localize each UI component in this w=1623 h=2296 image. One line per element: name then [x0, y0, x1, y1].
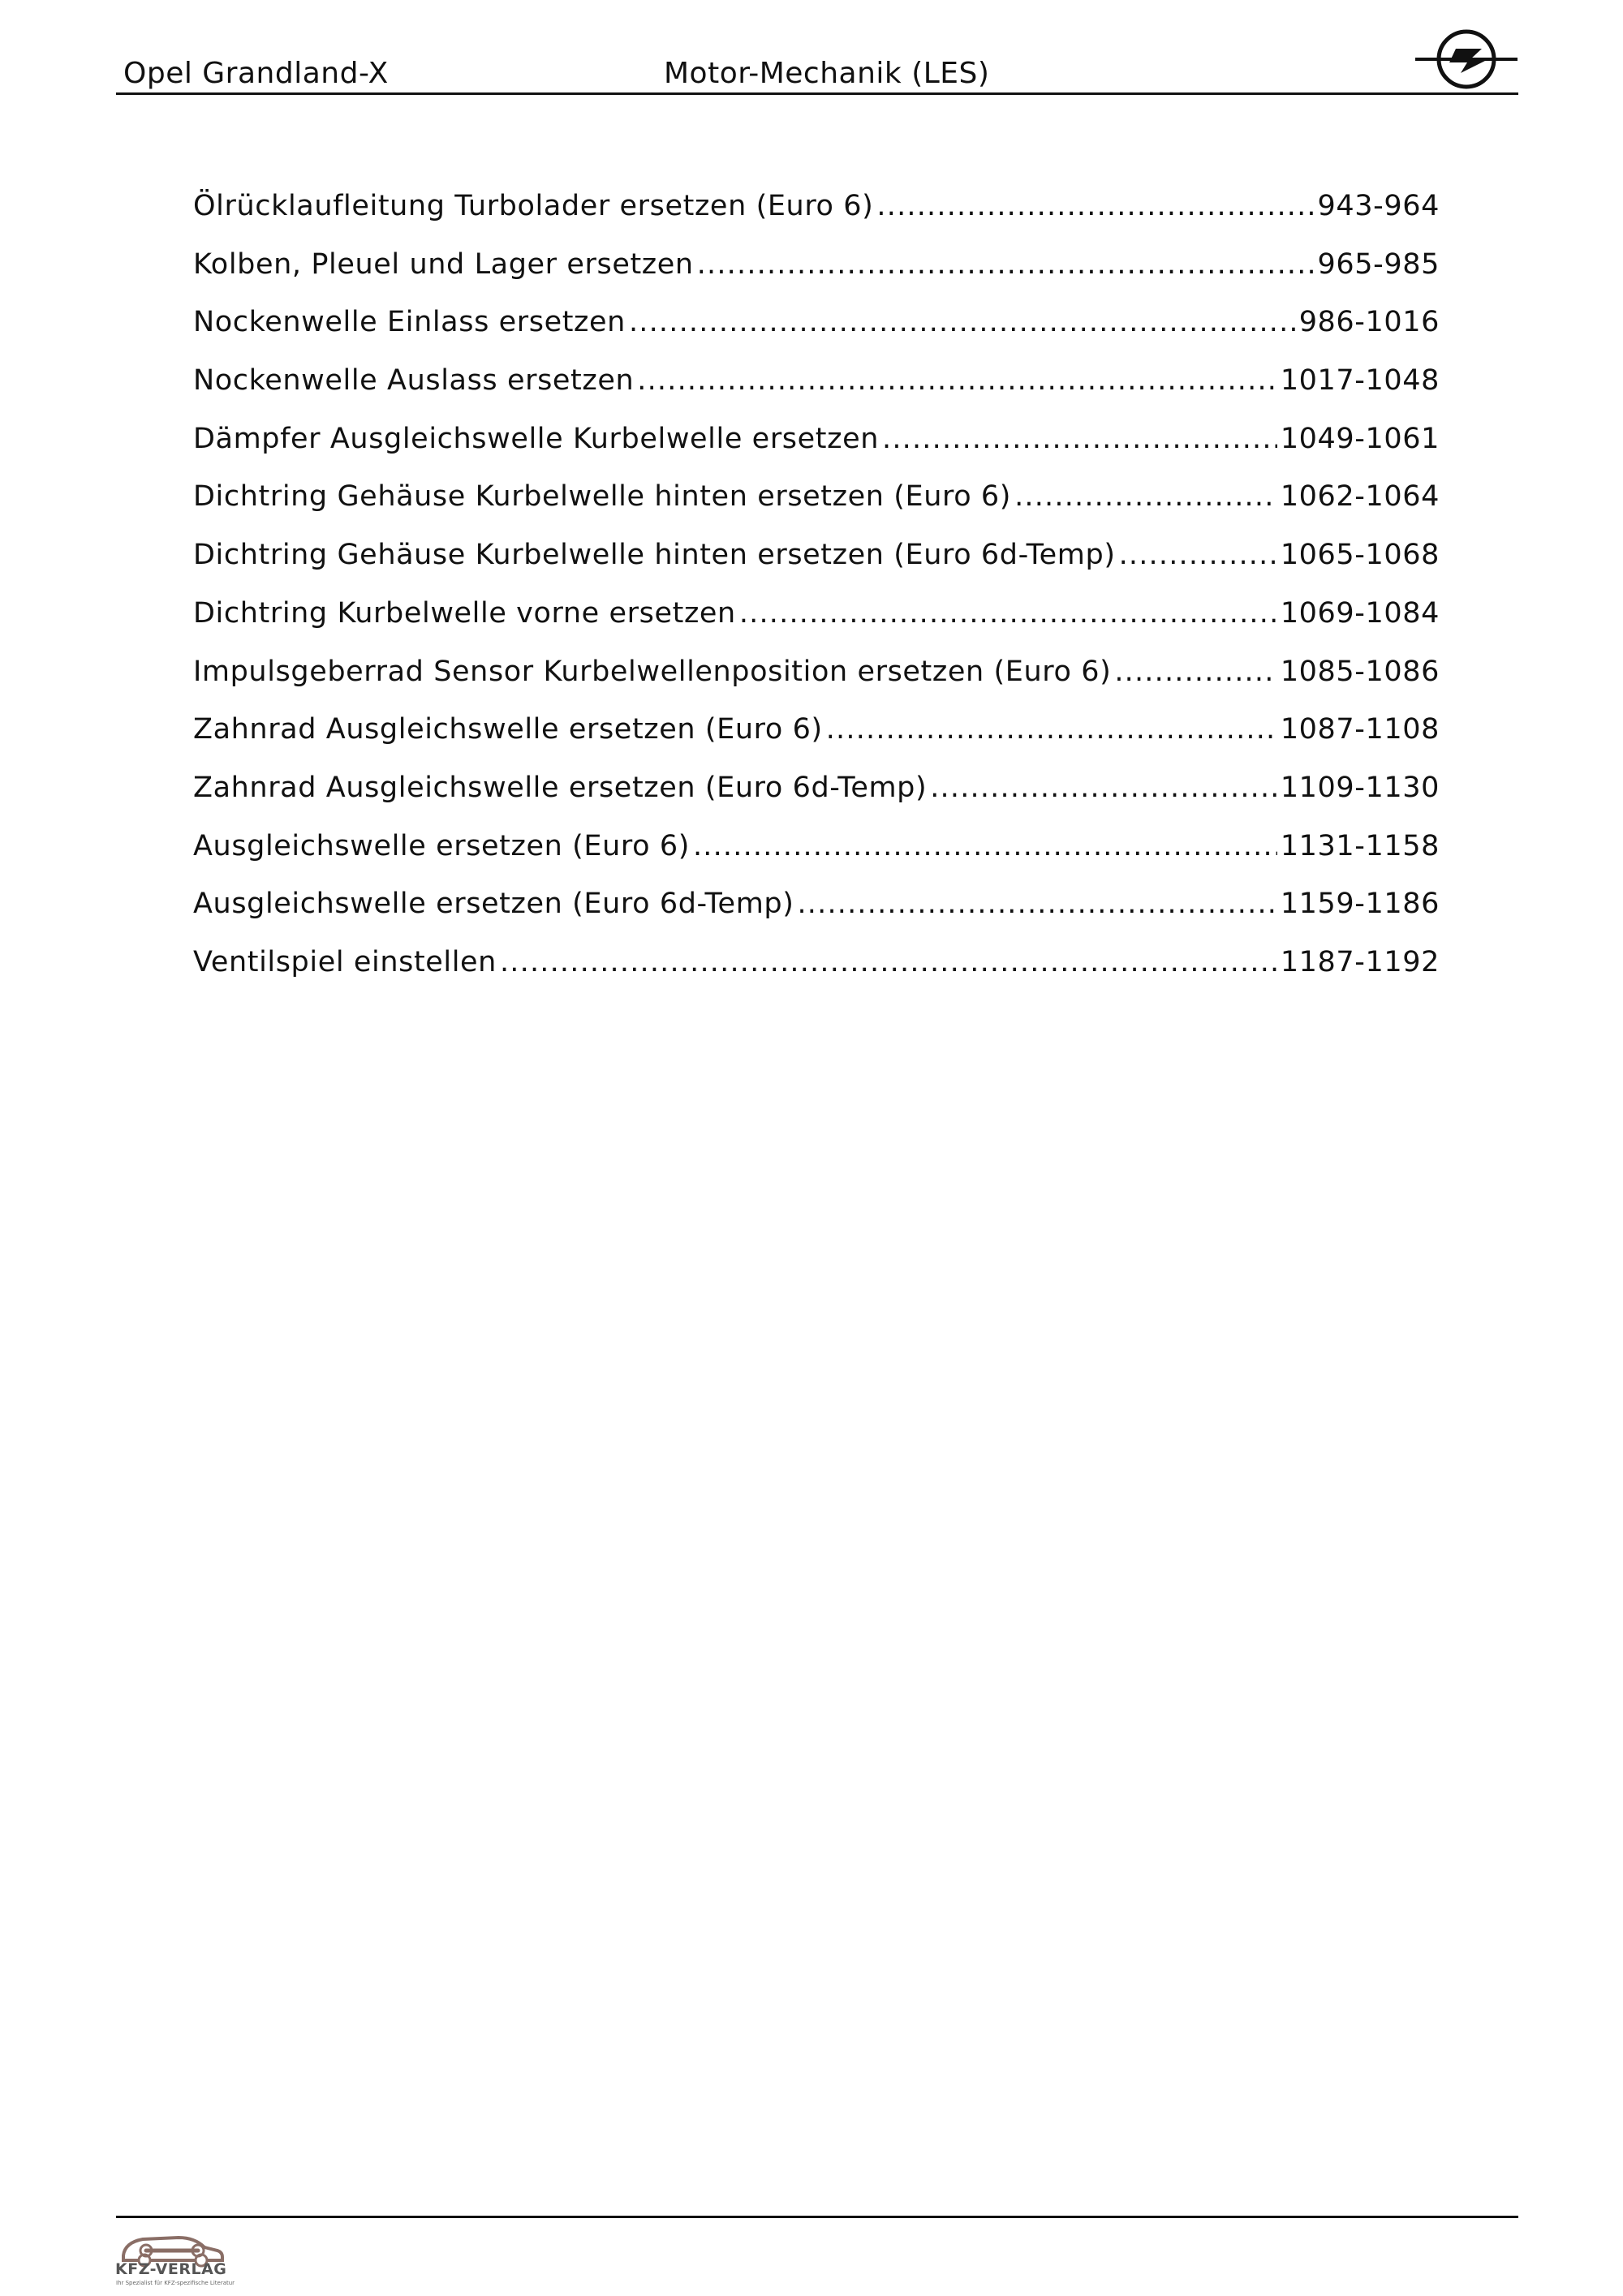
toc-dot-leader [1119, 539, 1277, 571]
toc-dot-leader [629, 306, 1296, 338]
toc-entry [193, 248, 1440, 307]
kfz-verlag-logo-icon [114, 2223, 227, 2288]
toc-entry-title: Dichtring Gehäuse Kurbelwelle hinten ersetzen (Euro 6) [193, 480, 1012, 514]
toc-entry-pages: 1069-1084 [1280, 596, 1440, 630]
toc-entry-pages: 1049-1061 [1280, 422, 1440, 455]
toc-entry-title: Nockenwelle Einlass ersetzen [193, 306, 626, 339]
toc-entry-title: Nockenwelle Auslass ersetzen [193, 364, 635, 398]
toc-entry-pages: 1109-1130 [1280, 771, 1440, 804]
toc-entry-title: Dämpfer Ausgleichswelle Kurbelwelle ersetzen [193, 422, 879, 455]
toc-entry-title: Ausgleichswelle ersetzen (Euro 6) [193, 829, 690, 862]
toc-entry [193, 306, 1440, 364]
toc-dot-leader [697, 248, 1315, 281]
toc-entry [193, 423, 1440, 481]
toc-entry [193, 480, 1440, 539]
toc-entry [193, 364, 1440, 423]
header-section-title: Motor-Mechanik (LES) [664, 57, 990, 90]
toc-dot-leader [500, 946, 1277, 978]
toc-entry-pages: 1017-1048 [1280, 364, 1440, 398]
toc-entry-pages: 1065-1068 [1280, 539, 1440, 572]
toc-dot-leader [930, 772, 1277, 804]
toc-entry-title: Zahnrad Ausgleichswelle ersetzen (Euro 6d-Temp) [193, 771, 928, 804]
table-of-contents [193, 190, 1440, 1004]
toc-entry [193, 190, 1440, 248]
footer-logo-subtext: Ihr Spezialist für KFZ-spezifische Literatur [116, 2280, 235, 2286]
toc-entry-title: Zahnrad Ausgleichswelle ersetzen (Euro 6) [193, 713, 823, 746]
toc-entry [193, 888, 1440, 946]
toc-entry-pages: 1187-1192 [1280, 945, 1440, 978]
toc-dot-leader [1014, 480, 1277, 513]
toc-entry-pages: 1062-1064 [1280, 480, 1440, 514]
toc-entry-title: Impulsgeberrad Sensor Kurbelwellenposition ersetzen (Euro 6) [193, 655, 1112, 688]
toc-entry-pages: 1087-1108 [1280, 713, 1440, 746]
toc-dot-leader [1114, 656, 1276, 688]
header-divider [116, 92, 1518, 95]
toc-entry-pages: 1131-1158 [1280, 829, 1440, 862]
page-header [0, 0, 1623, 97]
toc-entry-pages: 1159-1186 [1280, 888, 1440, 921]
header-vehicle-title: Opel Grandland-X [123, 57, 389, 90]
toc-entry-title: Dichtring Kurbelwelle vorne ersetzen [193, 596, 736, 630]
toc-entry-pages: 986-1016 [1298, 306, 1440, 339]
toc-dot-leader [876, 190, 1314, 222]
toc-entry-title: Dichtring Gehäuse Kurbelwelle hinten ersetzen (Euro 6d-Temp) [193, 539, 1116, 572]
toc-entry-title: Ölrücklaufleitung Turbolader ersetzen (Euro 6) [193, 190, 874, 222]
toc-dot-leader [637, 364, 1277, 397]
footer-logo-text: KFZ-VERLAG [115, 2260, 227, 2278]
toc-entry-title: Kolben, Pleuel und Lager ersetzen [193, 247, 694, 281]
toc-dot-leader [826, 713, 1277, 746]
toc-entry-title: Ausgleichswelle ersetzen (Euro 6d-Temp) [193, 888, 794, 921]
toc-entry [193, 539, 1440, 597]
toc-entry [193, 830, 1440, 888]
opel-blitz-logo-icon [1414, 24, 1519, 94]
toc-entry [193, 713, 1440, 772]
toc-entry-pages: 943-964 [1317, 190, 1440, 222]
toc-entry-pages: 965-985 [1317, 247, 1440, 281]
footer-divider [116, 2216, 1518, 2218]
toc-entry [193, 656, 1440, 714]
toc-entry-title: Ventilspiel einstellen [193, 945, 497, 978]
toc-dot-leader [882, 423, 1277, 455]
toc-entry [193, 772, 1440, 830]
toc-dot-leader [693, 830, 1277, 862]
toc-dot-leader [797, 888, 1276, 920]
toc-dot-leader [739, 597, 1277, 630]
toc-entry [193, 597, 1440, 656]
toc-entry [193, 946, 1440, 1004]
toc-entry-pages: 1085-1086 [1280, 655, 1440, 688]
